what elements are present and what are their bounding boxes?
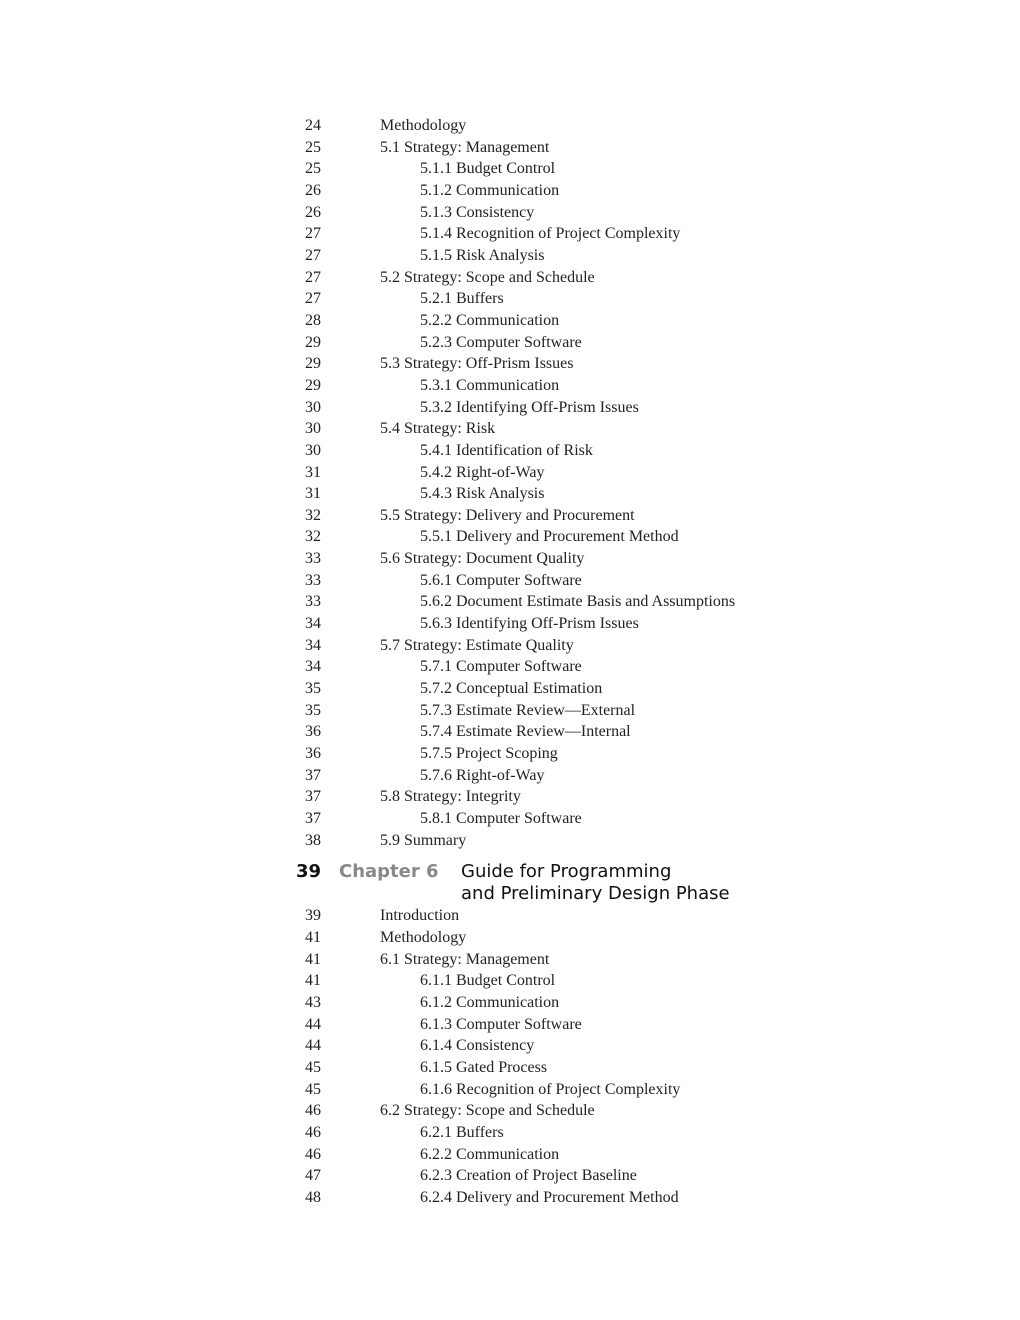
toc-entry bbox=[280, 570, 800, 592]
toc-page-number: 34 bbox=[305, 615, 321, 633]
toc-entry-title: 5.1.3 Consistency bbox=[420, 203, 535, 221]
table-of-contents bbox=[280, 115, 800, 1209]
chapter-title-line-2: and Preliminary Design Phase bbox=[461, 883, 730, 905]
toc-entry bbox=[280, 462, 800, 484]
toc-entry bbox=[280, 970, 800, 992]
toc-entry bbox=[280, 180, 800, 202]
toc-page-number: 31 bbox=[305, 485, 321, 503]
toc-entry bbox=[280, 949, 800, 971]
toc-page-number: 30 bbox=[305, 441, 321, 459]
toc-page-number: 37 bbox=[305, 766, 321, 784]
toc-page-number: 41 bbox=[305, 972, 321, 990]
toc-entry-title: 5.6.2 Document Estimate Basis and Assumptions bbox=[420, 593, 736, 611]
toc-entry bbox=[280, 202, 800, 224]
toc-entry bbox=[280, 808, 800, 830]
toc-entry bbox=[280, 483, 800, 505]
toc-page-number: 36 bbox=[305, 723, 321, 741]
toc-entry-title: 6.2.1 Buffers bbox=[420, 1123, 504, 1141]
toc-entry-title: 5.3.1 Communication bbox=[420, 376, 560, 394]
toc-page-number: 38 bbox=[305, 831, 321, 849]
toc-entry-title: 6.2.4 Delivery and Procurement Method bbox=[420, 1188, 679, 1206]
toc-entry-title: 6.1.5 Gated Process bbox=[420, 1058, 548, 1076]
toc-entry bbox=[280, 158, 800, 180]
toc-entry bbox=[280, 830, 800, 852]
toc-entry bbox=[280, 353, 800, 375]
toc-entry bbox=[280, 905, 800, 927]
toc-entry bbox=[280, 1122, 800, 1144]
toc-page-number: 46 bbox=[305, 1145, 321, 1163]
chapter-heading bbox=[280, 851, 800, 905]
toc-section-chapter-6 bbox=[280, 905, 800, 1208]
toc-entry-title: 6.2.3 Creation of Project Baseline bbox=[420, 1167, 637, 1185]
toc-entry bbox=[280, 418, 800, 440]
toc-entry-title: 5.8.1 Computer Software bbox=[420, 810, 582, 827]
toc-entry-title: 5.2.3 Computer Software bbox=[420, 333, 582, 351]
toc-page-number: 33 bbox=[305, 593, 321, 611]
toc-page-number: 30 bbox=[305, 420, 321, 438]
chapter-title-line-1: Guide for Programming bbox=[461, 861, 672, 883]
toc-page-number: 47 bbox=[305, 1167, 321, 1185]
toc-page-number: 24 bbox=[305, 117, 321, 134]
toc-entry-title: Methodology bbox=[380, 117, 467, 134]
toc-entry bbox=[280, 635, 800, 657]
toc-entry-title: 5.7.6 Right-of-Way bbox=[420, 766, 545, 784]
toc-entry-title: 5.5.1 Delivery and Procurement Method bbox=[420, 528, 679, 546]
toc-entry-title: 6.1.2 Communication bbox=[420, 993, 560, 1011]
toc-page-number: 28 bbox=[305, 311, 321, 329]
toc-entry-title: 5.4.3 Risk Analysis bbox=[420, 485, 545, 503]
toc-entry bbox=[280, 1035, 800, 1057]
toc-page-number: 35 bbox=[305, 680, 321, 698]
toc-entry bbox=[280, 267, 800, 289]
toc-entry-title: 5.1 Strategy: Management bbox=[380, 138, 550, 156]
toc-entry-title: 5.1.4 Recognition of Project Complexity bbox=[420, 225, 681, 243]
toc-page-number: 25 bbox=[305, 138, 321, 156]
toc-page-number: 39 bbox=[305, 907, 321, 925]
toc-page-number: 26 bbox=[305, 181, 321, 199]
toc-entry-title: 5.7.3 Estimate Review—External bbox=[420, 701, 636, 719]
toc-entry-title: 5.2 Strategy: Scope and Schedule bbox=[380, 268, 595, 286]
toc-entry bbox=[280, 678, 800, 700]
toc-page-number: 33 bbox=[305, 550, 321, 568]
toc-page-number: 46 bbox=[305, 1102, 321, 1120]
toc-entry-title: 6.1.6 Recognition of Project Complexity bbox=[420, 1080, 681, 1098]
toc-entry-title: 5.1.2 Communication bbox=[420, 181, 560, 199]
toc-page-number: 45 bbox=[305, 1080, 321, 1098]
toc-entry-title: 5.7.5 Project Scoping bbox=[420, 745, 558, 763]
toc-section-chapter-5 bbox=[280, 115, 800, 851]
toc-entry-title: 5.9 Summary bbox=[380, 831, 467, 849]
toc-page-number: 44 bbox=[305, 1037, 321, 1055]
toc-page-number: 27 bbox=[305, 290, 321, 308]
toc-page-number: 30 bbox=[305, 398, 321, 416]
toc-entry bbox=[280, 115, 800, 137]
toc-entry-title: 5.1.1 Budget Control bbox=[420, 160, 556, 178]
toc-entry-title: Introduction bbox=[380, 907, 460, 925]
toc-entry-title: 5.4.2 Right-of-Way bbox=[420, 463, 545, 481]
toc-entry-title: 5.7.2 Conceptual Estimation bbox=[420, 680, 603, 698]
toc-entry-title: 5.4 Strategy: Risk bbox=[380, 420, 496, 438]
toc-page-number: 36 bbox=[305, 745, 321, 763]
toc-entry-title: 5.5 Strategy: Delivery and Procurement bbox=[380, 506, 635, 524]
toc-page-number: 29 bbox=[305, 333, 321, 351]
toc-entry-title: 5.3 Strategy: Off-Prism Issues bbox=[380, 355, 574, 373]
toc-entry-title: 6.2.2 Communication bbox=[420, 1145, 560, 1163]
toc-entry bbox=[280, 137, 800, 159]
toc-entry-title: 5.4.1 Identification of Risk bbox=[420, 441, 593, 459]
toc-entry bbox=[280, 332, 800, 354]
toc-page-number: 29 bbox=[305, 355, 321, 373]
toc-entry-title: 5.7 Strategy: Estimate Quality bbox=[380, 636, 574, 654]
toc-entry bbox=[280, 548, 800, 570]
toc-page-number: 25 bbox=[305, 160, 321, 178]
toc-page-number: 34 bbox=[305, 658, 321, 676]
toc-page-number: 45 bbox=[305, 1058, 321, 1076]
toc-entry bbox=[280, 1165, 800, 1187]
toc-entry-title: 5.3.2 Identifying Off-Prism Issues bbox=[420, 398, 639, 416]
toc-page-number: 27 bbox=[305, 268, 321, 286]
toc-entry-title: 6.1.3 Computer Software bbox=[420, 1015, 582, 1033]
toc-entry bbox=[280, 397, 800, 419]
toc-entry-title: 5.6.1 Computer Software bbox=[420, 571, 582, 589]
toc-entry-title: 5.6 Strategy: Document Quality bbox=[380, 550, 585, 568]
toc-page-number: 48 bbox=[305, 1188, 321, 1206]
toc-entry bbox=[280, 245, 800, 267]
toc-page-number: 26 bbox=[305, 203, 321, 221]
toc-page-number: 32 bbox=[305, 528, 321, 546]
toc-page-number: 31 bbox=[305, 463, 321, 481]
toc-entry-title: 6.1 Strategy: Management bbox=[380, 950, 550, 968]
toc-entry bbox=[280, 743, 800, 765]
toc-entry-title: 6.1.1 Budget Control bbox=[420, 972, 556, 990]
toc-entry-title: 5.6.3 Identifying Off-Prism Issues bbox=[420, 615, 639, 633]
toc-entry bbox=[280, 613, 800, 635]
toc-page-number: 34 bbox=[305, 636, 321, 654]
toc-page-number: 27 bbox=[305, 246, 321, 264]
toc-entry bbox=[280, 656, 800, 678]
toc-page-number: 33 bbox=[305, 571, 321, 589]
toc-entry bbox=[280, 1144, 800, 1166]
toc-page-number: 29 bbox=[305, 376, 321, 394]
toc-entry bbox=[280, 1057, 800, 1079]
toc-entry bbox=[280, 223, 800, 245]
toc-entry bbox=[280, 992, 800, 1014]
toc-page-number: 41 bbox=[305, 950, 321, 968]
toc-entry-title: 5.8 Strategy: Integrity bbox=[380, 788, 521, 806]
toc-page-number: 46 bbox=[305, 1123, 321, 1141]
toc-entry bbox=[280, 786, 800, 808]
toc-entry bbox=[280, 700, 800, 722]
toc-page-number: 37 bbox=[305, 788, 321, 806]
chapter-title bbox=[461, 861, 730, 905]
toc-entry-title: Methodology bbox=[380, 928, 467, 946]
toc-entry bbox=[280, 505, 800, 527]
toc-page-number: 32 bbox=[305, 506, 321, 524]
toc-entry-title: 5.1.5 Risk Analysis bbox=[420, 246, 545, 264]
toc-entry-title: 5.2.1 Buffers bbox=[420, 290, 504, 308]
toc-entry bbox=[280, 1187, 800, 1209]
chapter-label: Chapter 6 bbox=[339, 861, 439, 883]
toc-entry bbox=[280, 310, 800, 332]
toc-entry bbox=[280, 375, 800, 397]
toc-page-number: 35 bbox=[305, 701, 321, 719]
toc-entry bbox=[280, 1079, 800, 1101]
toc-page-number: 43 bbox=[305, 993, 321, 1011]
toc-entry bbox=[280, 721, 800, 743]
toc-page-number: 27 bbox=[305, 225, 321, 243]
toc-entry bbox=[280, 765, 800, 787]
toc-entry-title: 5.7.1 Computer Software bbox=[420, 658, 582, 676]
toc-entry bbox=[280, 440, 800, 462]
chapter-page-number: 39 bbox=[295, 861, 321, 883]
toc-page-number: 44 bbox=[305, 1015, 321, 1033]
toc-entry-title: 5.2.2 Communication bbox=[420, 311, 560, 329]
toc-entry-title: 6.2 Strategy: Scope and Schedule bbox=[380, 1102, 595, 1120]
toc-entry bbox=[280, 1014, 800, 1036]
toc-entry bbox=[280, 1100, 800, 1122]
toc-entry bbox=[280, 526, 800, 548]
toc-entry bbox=[280, 288, 800, 310]
toc-entry bbox=[280, 591, 800, 613]
toc-page-number: 37 bbox=[305, 810, 321, 827]
toc-entry-title: 6.1.4 Consistency bbox=[420, 1037, 535, 1055]
toc-entry bbox=[280, 927, 800, 949]
toc-entry-title: 5.7.4 Estimate Review—Internal bbox=[420, 723, 631, 741]
toc-page-number: 41 bbox=[305, 928, 321, 946]
